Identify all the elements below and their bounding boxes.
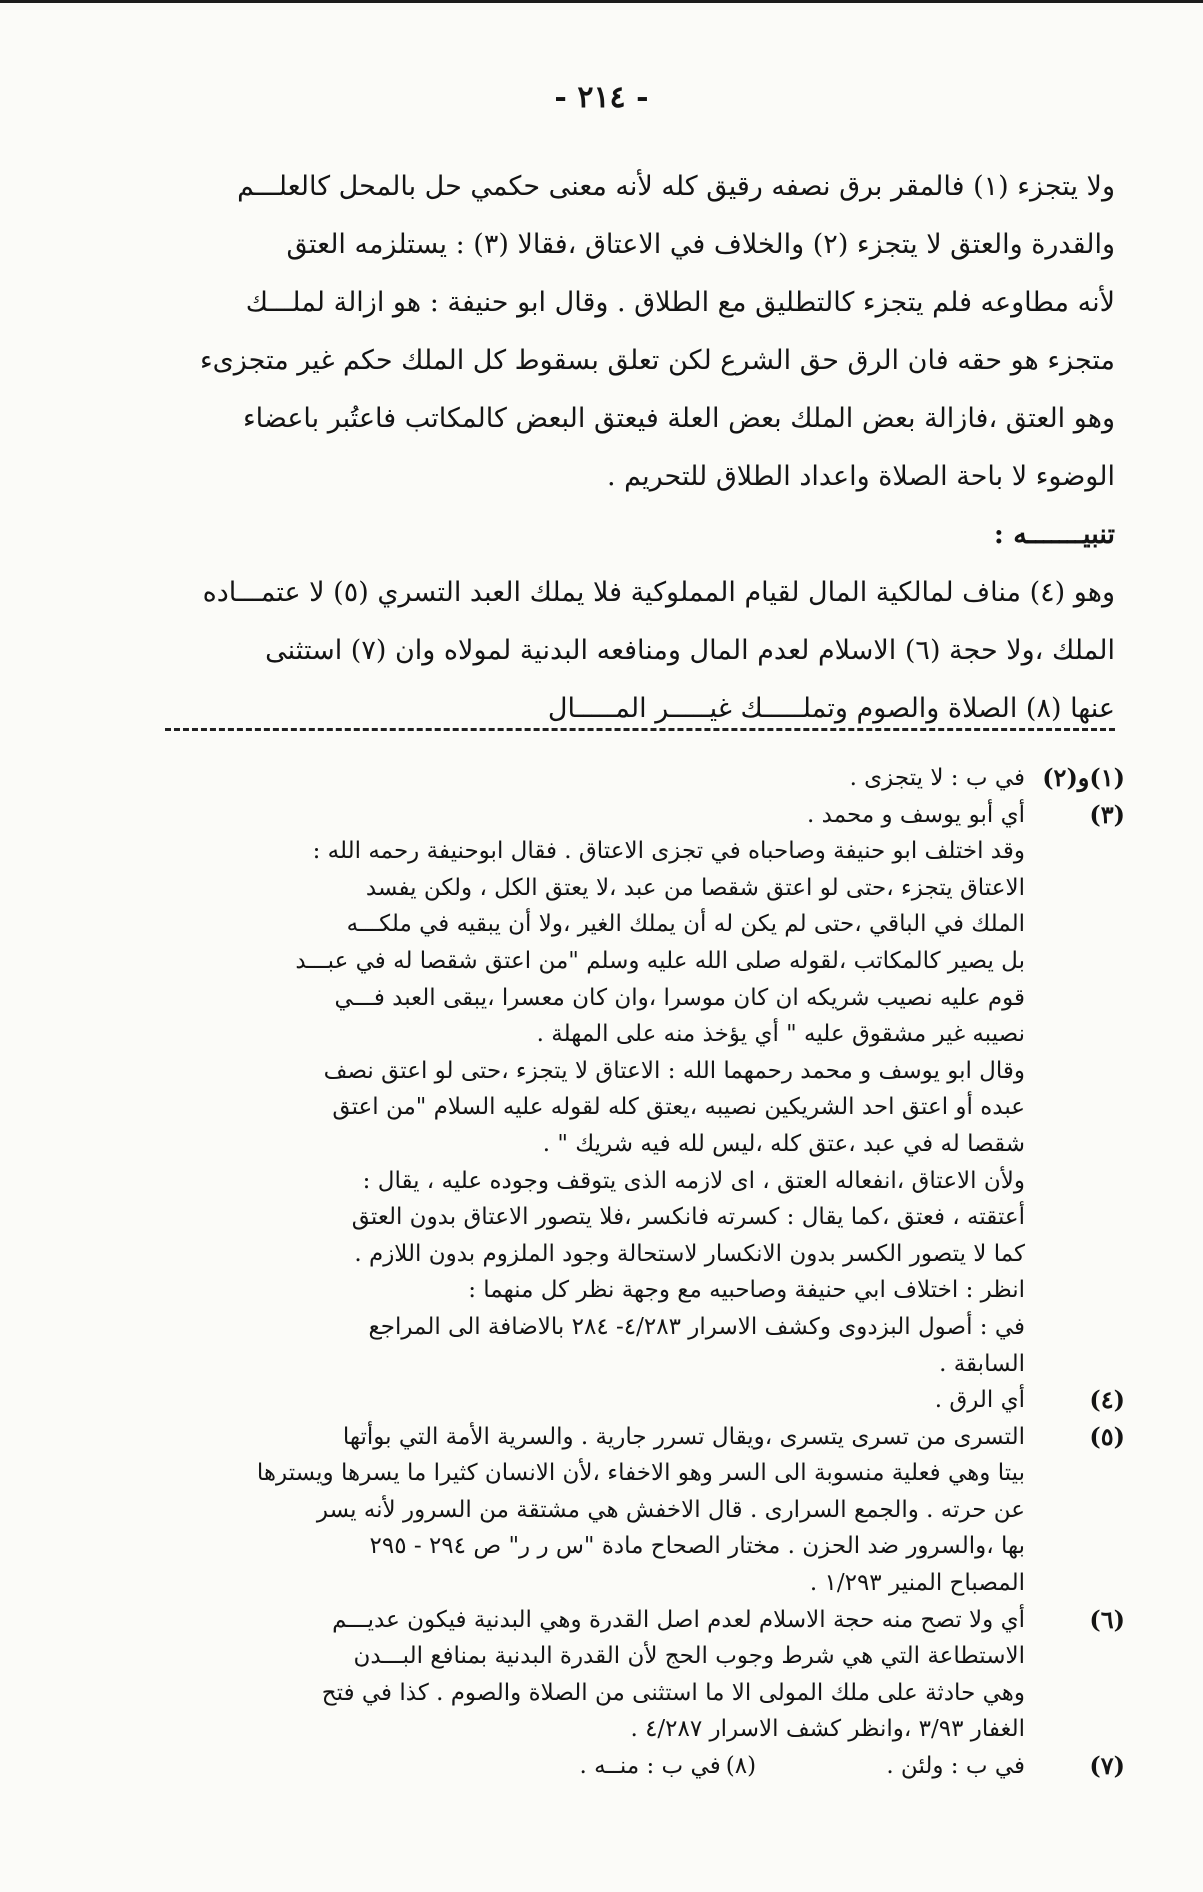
footnote-row-last [165, 1748, 1125, 1785]
footnotes [165, 760, 1125, 1785]
footnote [165, 797, 1125, 1383]
footnote-line: ولأن الاعتاق ،انفعاله العتق ، اى لازمه الذى يتوقف وجوده عليه ، يقال : [362, 1167, 1025, 1194]
footnote [165, 1602, 1125, 1748]
footnote-line: بها ،والسرور ضد الحزن . مختار الصحاح مادة "س ر ر" ص ٢٩٤ - ٢٩٥ [369, 1533, 1025, 1560]
section-heading: تنبيـــــــه : [993, 519, 1115, 550]
footnote-line: قوم عليه نصيب شريكه ان كان موسرا ،وان كان معسرا ،يبقى العبد فـــي [334, 984, 1025, 1011]
footnote-line: الغفار ٣/٩٣ ،وانظر كشف الاسرار ٤/٢٨٧ . [630, 1716, 1025, 1743]
main-text-line: والقدرة والعتق لا يتجزء (٢) والخلاف في الاعتاق ،فقالا (٣) : يستلزمه العتق [286, 229, 1115, 260]
footnote-line: التسرى من تسرى يتسرى ،ويقال تسرر جارية . والسرية الأمة التي بوأتها [342, 1423, 1025, 1450]
main-text-block [165, 158, 1115, 738]
footnote-separator [165, 728, 1115, 731]
footnote-line: عبده أو اعتق احد الشريكين نصيبه ،يعتق كله لقوله عليه السلام "من اعتق [332, 1094, 1025, 1121]
footnote-line: السابقة . [939, 1350, 1025, 1377]
footnote-line: أي ولا تصح منه حجة الاسلام لعدم اصل القدرة وهي البدنية فيكون عديـــم [332, 1606, 1025, 1633]
page-number: - ٢١٤ - [554, 80, 649, 115]
footnote-line: وقال ابو يوسف و محمد رحمهما الله : الاعتاق لا يتجزء ،حتى لو اعتق نصف [323, 1057, 1025, 1084]
main-text-line: ولا يتجزء (١) فالمقر برق نصفه رقيق كله لأنه معنى حكمي حل بالمحل كالعلـــم [237, 171, 1115, 202]
footnote-line: وقد اختلف ابو حنيفة وصاحباه في تجزى الاعتاق . فقال ابوحنيفة رحمه الله : [312, 838, 1025, 865]
main-text-line: وهو العتق ،فازالة بعض الملك بعض العلة فيعتق البعض كالمكاتب فاعتُبر باعضاء [242, 403, 1115, 434]
footnote-marker: (٤) [1089, 1385, 1125, 1415]
footnote-text: في ب : ولئن . [886, 1753, 1025, 1780]
footnote-marker: (٦) [1089, 1604, 1125, 1634]
section-text-line: عنها (٨) الصلاة والصوم وتملـــــك غيـــــر المـــــال [547, 693, 1115, 724]
footnote-line: نصيبه غير مشقوق عليه " أي يؤخذ منه على المهلة . [536, 1021, 1025, 1048]
footnote-body [165, 797, 1025, 1383]
footnote-line: المصباح المنير ١/٢٩٣ . [809, 1570, 1025, 1597]
footnote-line: الملك في الباقي ،حتى لم يكن له أن يملك الغير ،ولا أن يبقيه في ملكـــه [346, 911, 1025, 938]
footnote-line: الاعتاق يتجزء ،حتى لو اعتق شقصا من عبد ،لا يعتق الكل ، ولكن يفسد [365, 874, 1025, 901]
footnote-line: في ب : لا يتجزى . [849, 765, 1025, 791]
footnote-line: وهي حادثة على ملك المولى الا ما استثنى من الصلاة والصوم . كذا في فتح [321, 1679, 1025, 1706]
footnote-line: بل يصير كالمكاتب ،لقوله صلى الله عليه وسلم "من اعتق شقصا له في عبـــد [295, 947, 1025, 974]
footnote-line: بيتا وهي فعلية منسوبة الى السر وهو الاخفاء ،لأن الانسان كثيرا ما يسرها ويسترها [256, 1460, 1025, 1487]
top-border-line [0, 0, 1203, 3]
main-text-line: متجزء هو حقه فان الرق حق الشرع لكن تعلق بسقوط كل الملك حكم غير متجزىء [199, 345, 1115, 376]
footnote-text: في ب : منــه . [579, 1753, 721, 1780]
footnote-line: شقصا له في عبد ،عتق كله ،ليس لله فيه شريك " . [542, 1130, 1025, 1157]
footnote-line: كما لا يتصور الكسر بدون الانكسار لاستحالة وجود الملزوم بدون اللازم . [354, 1240, 1025, 1267]
footnote-line: أعتقته ، فعتق ،كما يقال : كسرته فانكسر ،فلا يتصور الاعتاق بدون العتق [351, 1204, 1025, 1231]
footnote-line: عن حرته . والجمع السرارى . قال الاخفش هي مشتقة من السرور لأنه يسر [316, 1496, 1025, 1523]
main-text-line: الوضوء لا باحة الصلاة واعداد الطلاق للتحريم . [606, 461, 1115, 492]
section-text-line: وهو (٤) مناف لمالكية المال لقيام المملوكية فلا يملك العبد التسري (٥) لا عتمـــاده [202, 577, 1115, 608]
footnote-marker: (٥) [1089, 1421, 1125, 1451]
footnote-line: أي أبو يوسف و محمد . [807, 801, 1025, 828]
footnote-line: انظر : اختلاف ابي حنيفة وصاحبيه مع وجهة نظر كل منهما : [468, 1277, 1025, 1304]
footnote-marker: (٧) [1089, 1751, 1125, 1781]
footnote-body [165, 1382, 1025, 1419]
footnote-body [165, 1419, 1025, 1602]
footnote-body [165, 1602, 1025, 1748]
footnote-body [165, 1748, 1025, 1785]
footnote-line: أي الرق . [934, 1387, 1025, 1414]
footnote [165, 1419, 1125, 1602]
main-text-line: لأنه مطاوعه فلم يتجزء كالتطليق مع الطلاق . وقال ابو حنيفة : هو ازالة لملـــك [245, 287, 1115, 318]
footnote-body [165, 760, 1025, 797]
footnote-line: في : أصول البزدوى وكشف الاسرار ٤/٢٨٣- ٢٨٤ بالاضافة الى المراجع [368, 1313, 1025, 1340]
section-text-line: الملك ،ولا حجة (٦) الاسلام لعدم المال ومنافعه البدنية لمولاه وان (٧) استثنى [265, 635, 1115, 666]
footnote [165, 760, 1125, 797]
footnote-line: الاستطاعة التي هي شرط وجوب الحج لأن القدرة البدنية بمنافع البـــدن [353, 1643, 1025, 1670]
footnote-marker: (٣) [1089, 799, 1125, 829]
footnote [165, 1382, 1125, 1419]
footnote-marker: (٨) [725, 1753, 757, 1780]
footnote-marker: (١)و(٢) [1042, 763, 1125, 792]
